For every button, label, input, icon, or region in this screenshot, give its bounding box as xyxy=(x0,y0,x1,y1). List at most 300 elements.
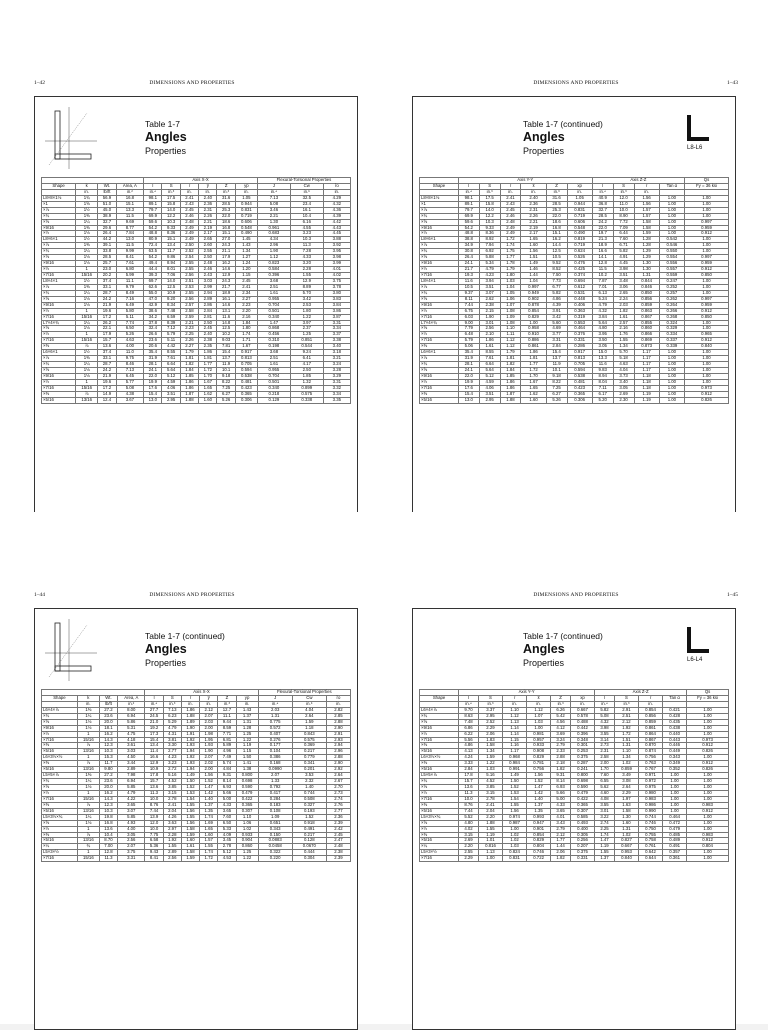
value-cell: 0.831 xyxy=(567,207,592,213)
value-cell: 63.5 xyxy=(144,249,162,255)
shape-cell: ×¾ xyxy=(42,713,78,719)
value-cell: 1.10 xyxy=(503,707,527,713)
value-cell: 1.86 xyxy=(181,707,199,713)
value-cell: 1.28 xyxy=(236,725,258,731)
value-cell: 1.18 xyxy=(634,373,659,379)
value-cell: 7.48 xyxy=(162,308,180,314)
value-cell: 0.870 xyxy=(639,743,663,749)
value-cell: 15.4 xyxy=(546,350,567,356)
value-cell: 1.61 xyxy=(257,290,290,296)
value-cell: 2.07 xyxy=(118,844,145,850)
value-cell: 2.57 xyxy=(180,302,198,308)
value-cell: 15.4 xyxy=(217,350,235,356)
value-cell: 7.73 xyxy=(546,278,567,284)
value-cell: ⅞ xyxy=(77,761,99,767)
value-cell: 5.06 xyxy=(458,344,479,350)
value-cell: 2.28 xyxy=(163,832,181,838)
value-cell: 62.6 xyxy=(144,284,162,290)
shape-cell: ×9/16 xyxy=(420,302,459,308)
value-cell: 4.17 xyxy=(290,362,323,368)
value-cell: 0.855 xyxy=(634,320,659,326)
value-cell: 8.14 xyxy=(218,779,236,785)
value-cell: 0.984 xyxy=(503,761,527,767)
value-cell: 9.31 xyxy=(551,773,571,779)
value-cell: 5.29 xyxy=(163,719,181,725)
value-cell: 1.00 xyxy=(685,290,729,296)
value-cell: 0.575 xyxy=(292,737,326,743)
value-cell: 5.77 xyxy=(116,379,144,385)
value-cell: 1.51 xyxy=(521,255,546,261)
value-cell: 19.6 xyxy=(98,379,116,385)
value-cell: 0.257 xyxy=(659,290,684,296)
unit-cell: in. xyxy=(326,701,350,707)
value-cell: 1.00 xyxy=(685,284,729,290)
value-cell: ⅞ xyxy=(76,344,98,350)
value-cell: 1.71 xyxy=(235,338,257,344)
value-cell: 32.7 xyxy=(98,219,116,225)
value-cell: 4.56 xyxy=(551,719,571,725)
value-cell: 1.56 xyxy=(200,773,218,779)
value-cell: 11.9 xyxy=(546,362,567,368)
value-cell: 2.78 xyxy=(218,844,236,850)
value-cell: 18.9 xyxy=(217,290,235,296)
value-cell: 59.6 xyxy=(144,219,162,225)
value-cell: 4.09 xyxy=(218,832,236,838)
value-cell: 28.5 xyxy=(98,255,116,261)
value-cell: 1.51 xyxy=(614,737,638,743)
value-cell: 0.878 xyxy=(521,302,546,308)
shape-cell: L8×6×1 xyxy=(42,237,76,243)
value-cell: 51.0 xyxy=(98,201,116,207)
value-cell: 0.719 xyxy=(235,213,257,219)
value-cell: 4.93 xyxy=(118,820,145,826)
value-cell: 22.0 xyxy=(458,373,479,379)
shape-cell: L6×6×1 xyxy=(42,350,76,356)
value-cell: 2.74 xyxy=(326,796,350,802)
value-cell: 13.3 xyxy=(592,356,613,362)
value-cell: 1.92 xyxy=(181,755,199,761)
shape-cell: L8×4×1 xyxy=(420,278,459,284)
value-cell: 5.08 xyxy=(116,385,144,391)
value-cell: 0.479 xyxy=(236,790,258,796)
value-cell: 0.933 xyxy=(527,743,551,749)
value-cell: 1.00 xyxy=(659,213,684,219)
value-cell: 11.5 xyxy=(116,243,144,249)
value-cell: 0.310 xyxy=(257,338,290,344)
value-cell: 3.40 xyxy=(613,379,634,385)
value-cell: 1.44 xyxy=(521,273,546,279)
column-header: k xyxy=(77,695,99,701)
value-cell: 13.0 xyxy=(116,237,144,243)
value-cell: 15/16 xyxy=(77,737,99,743)
table-body xyxy=(420,195,729,403)
value-cell: 5.31 xyxy=(118,725,145,731)
value-cell: 0.554 xyxy=(659,255,684,261)
value-cell: 0.860 xyxy=(236,844,258,850)
value-cell: 2.51 xyxy=(614,713,638,719)
value-cell: 14.6 xyxy=(217,267,235,273)
value-cell: 8.41 xyxy=(116,255,144,261)
value-cell: 22.1 xyxy=(98,326,116,332)
value-cell: 0.904 xyxy=(236,838,258,844)
value-cell: 15.1 xyxy=(217,231,235,237)
value-cell: 10.1 xyxy=(217,368,235,374)
value-cell: 1 xyxy=(76,267,98,273)
value-cell: 2.40 xyxy=(521,195,546,201)
value-cell: 2.57 xyxy=(613,320,634,326)
value-cell: 3.34 xyxy=(323,326,350,332)
shape-cell: ×7/16 xyxy=(42,338,76,344)
value-cell: 98.1 xyxy=(144,195,162,201)
value-cell: 0.369 xyxy=(292,743,326,749)
value-cell: 10.1 xyxy=(546,368,567,374)
value-cell: 2.60 xyxy=(199,243,217,249)
value-cell: 2.49 xyxy=(500,225,521,231)
value-cell: 2.00 xyxy=(595,761,615,767)
table-title: Table 1-7 xyxy=(145,119,180,129)
value-cell: 17.6 xyxy=(458,385,479,391)
value-cell: 16.6 xyxy=(145,755,163,761)
shape-cell: L6×4×⅞ xyxy=(42,707,78,713)
value-cell: 2.77 xyxy=(163,749,181,755)
value-cell: 2.67 xyxy=(326,779,350,785)
value-cell: 7.25 xyxy=(217,385,235,391)
value-cell: 2.84 xyxy=(459,767,479,773)
value-cell: 1⅛ xyxy=(77,725,99,731)
value-cell: 0.624 xyxy=(567,249,592,255)
value-cell: 1.00 xyxy=(687,820,729,826)
value-cell: 2.17 xyxy=(521,231,546,237)
column-header: Shape xyxy=(420,183,459,189)
value-cell: 2.56 xyxy=(180,296,198,302)
value-cell: 2.96 xyxy=(326,749,350,755)
value-cell: 0.644 xyxy=(639,856,663,862)
value-cell: 1.60 xyxy=(200,832,218,838)
value-cell: 7.44 xyxy=(459,808,479,814)
value-cell: 2.33 xyxy=(551,749,571,755)
shape-cell: ×⅝ xyxy=(420,296,459,302)
unit-cell: in.³ xyxy=(218,701,236,707)
page-1-44 xyxy=(0,512,384,1024)
value-cell: ⅞ xyxy=(77,743,99,749)
shape-cell: ×½ xyxy=(420,332,459,338)
value-cell: 0.722 xyxy=(527,856,551,862)
value-cell: 0.957 xyxy=(527,737,551,743)
value-cell: 5.36 xyxy=(145,844,163,850)
value-cell: 0.365 xyxy=(571,802,595,808)
value-cell: 5.99 xyxy=(116,273,144,279)
shape-cell: ×⅝ xyxy=(42,219,76,225)
column-header: Cw xyxy=(292,695,326,701)
value-cell: 5.42 xyxy=(551,713,571,719)
value-cell: 4.55 xyxy=(290,225,323,231)
value-cell: 12.4 xyxy=(98,397,116,403)
value-cell: 1.00 xyxy=(687,707,729,713)
column-header: Fy = 36 ksi xyxy=(687,695,729,701)
value-cell: 17.8 xyxy=(145,773,163,779)
shape-cell: L7×4×¾ xyxy=(420,320,459,326)
value-cell: 21.7 xyxy=(458,267,479,273)
value-cell: 1.00 xyxy=(659,368,684,374)
value-cell: 0.365 xyxy=(236,802,258,808)
value-cell: 1.90 xyxy=(181,725,199,731)
shape-cell: ×⅝ xyxy=(42,820,78,826)
value-cell: 7.84 xyxy=(116,231,144,237)
value-cell: 0.594 xyxy=(235,368,257,374)
value-cell: 12.3 xyxy=(99,802,117,808)
value-cell: 12.5 xyxy=(162,284,180,290)
value-cell: 29.6 xyxy=(98,225,116,231)
value-cell: 0.334 xyxy=(659,332,684,338)
shape-cell: ×⅜ xyxy=(420,344,459,350)
value-cell: 6.45 xyxy=(116,373,144,379)
value-cell: 1.49 xyxy=(521,261,546,267)
value-cell: 2.91 xyxy=(614,707,638,713)
value-cell: 0.912 xyxy=(685,231,729,237)
value-cell: 1.00 xyxy=(527,725,551,731)
shape-cell: ×5/16 xyxy=(420,838,459,844)
value-cell: 0.177 xyxy=(258,743,292,749)
value-cell: 5.34 xyxy=(479,261,500,267)
value-cell: 3.22 xyxy=(595,814,615,820)
value-cell: 27.7 xyxy=(145,707,163,713)
shape-cell: L5×3½×¾ xyxy=(420,814,459,820)
value-cell: 3.33 xyxy=(459,761,479,767)
value-cell: 33.1 xyxy=(98,284,116,290)
value-cell: 10.0 xyxy=(459,796,479,802)
value-cell: 0.438 xyxy=(663,725,687,731)
value-cell: 5.64 xyxy=(479,368,500,374)
column-header: Wt. xyxy=(98,183,116,189)
value-cell: 28.5 xyxy=(217,201,235,207)
shape-cell: ×⅞ xyxy=(42,207,76,213)
value-cell: 44.4 xyxy=(144,267,162,273)
value-cell: 33.1 xyxy=(98,356,116,362)
value-cell: 12.3 xyxy=(99,743,117,749)
shape-cell: ×9/16 xyxy=(420,261,459,267)
value-cell: 3.05 xyxy=(613,385,634,391)
value-cell: 6.48 xyxy=(458,332,479,338)
value-cell: 1.58 xyxy=(634,225,659,231)
value-cell: 1.00 xyxy=(663,790,687,796)
value-cell: 0.446 xyxy=(663,743,687,749)
value-cell: 2.04 xyxy=(163,808,181,814)
value-cell: 4.91 xyxy=(613,255,634,261)
shape-cell: ×5/16 xyxy=(420,749,459,755)
value-cell: 0.489 xyxy=(663,838,687,844)
value-cell: 1.57 xyxy=(634,213,659,219)
value-cell: 0.813 xyxy=(235,356,257,362)
value-cell: 1.59 xyxy=(634,231,659,237)
value-cell: 2.12 xyxy=(200,707,218,713)
value-cell: 1.00 xyxy=(685,207,729,213)
value-cell: 10.3 xyxy=(290,237,323,243)
value-cell: 2.56 xyxy=(163,856,181,862)
value-cell: 25.7 xyxy=(98,261,116,267)
shape-cell: ×⅜ xyxy=(42,802,78,808)
value-cell: 1.00 xyxy=(687,785,729,791)
value-cell: 15.3 xyxy=(99,755,117,761)
value-cell: 13.4 xyxy=(162,243,180,249)
value-cell: 2.96 xyxy=(257,243,290,249)
value-cell: 4.01 xyxy=(551,814,571,820)
value-cell: 1.24 xyxy=(235,261,257,267)
shape-cell: ×¾ xyxy=(420,713,459,719)
value-cell: 0.829 xyxy=(521,314,546,320)
value-cell: 3.99 xyxy=(323,261,350,267)
shape-cell: L8×8×1⅛ xyxy=(42,195,76,201)
value-cell: 1.31 xyxy=(236,719,258,725)
value-cell: 1.97 xyxy=(614,796,638,802)
value-cell: 1.90 xyxy=(479,314,500,320)
value-cell: 15.0 xyxy=(592,350,613,356)
value-cell: 23.6 xyxy=(99,713,117,719)
value-cell: 1.03 xyxy=(500,278,521,284)
value-cell: 1.56 xyxy=(527,773,551,779)
value-cell: 7.50 xyxy=(546,273,567,279)
shape-cell: ×⅝ xyxy=(420,326,459,332)
column-header: S xyxy=(478,695,502,701)
running-title: DIMENSIONS AND PROPERTIES xyxy=(533,80,619,86)
value-cell: 2.95 xyxy=(478,713,502,719)
value-cell: 35.4 xyxy=(458,350,479,356)
shape-cell: ×⅜ xyxy=(42,344,76,350)
table-title: Table 1-7 (continued) xyxy=(523,631,603,641)
value-cell: 39.1 xyxy=(98,243,116,249)
value-cell: 1.00 xyxy=(685,368,729,374)
value-cell: 1.00 xyxy=(503,826,527,832)
value-cell: 4.08 xyxy=(595,796,615,802)
value-cell: 1.00 xyxy=(685,237,729,243)
unit-cell: in. xyxy=(180,189,198,195)
value-cell: 2.41 xyxy=(500,195,521,201)
group-header-axis-y: Axis Y-Y xyxy=(458,178,592,184)
value-cell: 7.44 xyxy=(145,808,163,814)
value-cell: 34.2 xyxy=(144,314,162,320)
value-cell: 0.866 xyxy=(634,332,659,338)
value-cell: 0.856 xyxy=(634,296,659,302)
value-cell: 2.52 xyxy=(478,719,502,725)
value-cell: 0.744 xyxy=(292,790,326,796)
value-cell: 79.7 xyxy=(458,207,479,213)
value-cell: 10.0 xyxy=(145,826,163,832)
value-cell: 1.19 xyxy=(595,844,615,850)
value-cell: 1.00 xyxy=(687,850,729,856)
column-header: r̄o xyxy=(323,183,350,189)
value-cell: 1.40 xyxy=(527,796,551,802)
value-cell: 7.61 xyxy=(479,356,500,362)
value-cell: 2.56 xyxy=(479,326,500,332)
value-cell: 0.851 xyxy=(290,338,323,344)
value-cell: 3.38 xyxy=(323,338,350,344)
value-cell: 1.58 xyxy=(634,219,659,225)
unit-cell: in.³ xyxy=(163,701,181,707)
value-cell: 17.3 xyxy=(145,731,163,737)
value-cell: 1¼ xyxy=(77,779,99,785)
shape-cell: ×1 xyxy=(420,201,459,207)
column-header: I xyxy=(458,183,479,189)
value-cell: 3.40 xyxy=(323,344,350,350)
value-cell: 1.80 xyxy=(235,326,257,332)
value-cell: 13.6 xyxy=(98,344,116,350)
value-cell: 9.43 xyxy=(145,850,163,856)
value-cell: 1.18 xyxy=(292,725,326,731)
value-cell: 6.17 xyxy=(592,391,613,397)
value-cell: 1.79 xyxy=(180,350,198,356)
value-cell: 5.80 xyxy=(116,308,144,314)
unit-cell: in.⁶ xyxy=(292,701,326,707)
value-cell: 1.67 xyxy=(235,344,257,350)
unit-cell: in.³ xyxy=(614,701,638,707)
value-cell: 4.42 xyxy=(162,344,180,350)
value-cell: 0.651 xyxy=(258,820,292,826)
value-cell: 0.955 xyxy=(257,296,290,302)
value-cell: 3.05 xyxy=(592,344,613,350)
value-cell: 0.850 xyxy=(685,273,729,279)
value-cell: 7.72 xyxy=(613,219,634,225)
value-cell: 1⅜ xyxy=(76,356,98,362)
value-cell: 3.01 xyxy=(479,320,500,326)
value-cell: 1.95 xyxy=(200,737,218,743)
value-cell: 0.829 xyxy=(527,838,551,844)
value-cell: 2.20 xyxy=(235,308,257,314)
value-cell: 0.912 xyxy=(685,338,729,344)
shape-cell: ×9/16 xyxy=(42,373,76,379)
value-cell: 0.108 xyxy=(258,808,292,814)
value-cell: 1.47 xyxy=(257,320,290,326)
value-cell: 2.51 xyxy=(257,356,290,362)
value-cell: 9.69 xyxy=(116,219,144,225)
value-cell: 0.247 xyxy=(659,278,684,284)
value-cell: 0.491 xyxy=(292,826,326,832)
unit-cell: in. xyxy=(503,701,527,707)
value-cell: 4.42 xyxy=(323,219,350,225)
value-cell: 19.7 xyxy=(592,231,613,237)
value-cell: 2.49 xyxy=(180,237,198,243)
value-cell: 2.21 xyxy=(199,219,217,225)
value-cell: 5.70 xyxy=(613,350,634,356)
value-cell: 1.72 xyxy=(521,368,546,374)
value-cell: 1.42 xyxy=(200,790,218,796)
value-cell: 2.55 xyxy=(180,290,198,296)
value-cell: 8.52 xyxy=(546,267,567,273)
value-cell: 1.17 xyxy=(634,368,659,374)
value-cell: 0.423 xyxy=(567,385,592,391)
value-cell: ⅞ xyxy=(77,802,99,808)
value-cell: 8.36 xyxy=(162,231,180,237)
value-cell: 2.26 xyxy=(180,338,198,344)
value-cell: 0.284 xyxy=(258,796,292,802)
value-cell: 0.252 xyxy=(659,284,684,290)
value-cell: 0.538 xyxy=(567,373,592,379)
value-cell: 10.9 xyxy=(162,290,180,296)
value-cell: 24.3 xyxy=(217,243,235,249)
value-cell: 1.14 xyxy=(503,731,527,737)
value-cell: 1.92 xyxy=(614,725,638,731)
value-cell: 1 xyxy=(77,731,99,737)
value-cell: 0.961 xyxy=(257,225,290,231)
value-cell: 3.51 xyxy=(613,273,634,279)
value-cell: 6.03 xyxy=(458,314,479,320)
value-cell: 1¼ xyxy=(76,362,98,368)
unit-cell: in.⁴ xyxy=(258,701,292,707)
value-cell: 2.21 xyxy=(257,213,290,219)
value-cell: 9.99 xyxy=(116,249,144,255)
value-cell: 26.2 xyxy=(98,320,116,326)
value-cell: 7.13 xyxy=(257,195,290,201)
value-cell: 1.55 xyxy=(478,826,502,832)
value-cell: 0.207 xyxy=(571,844,595,850)
